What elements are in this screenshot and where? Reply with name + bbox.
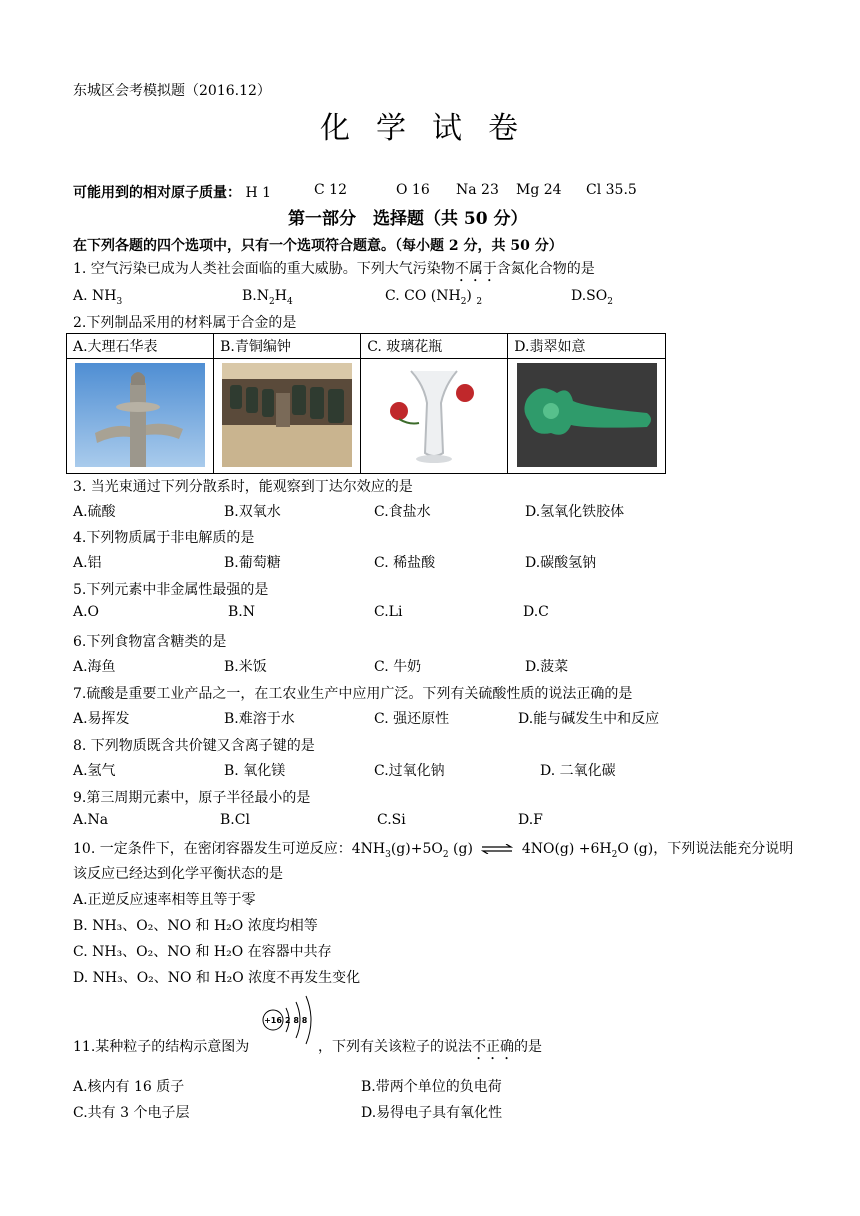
q8-option-c: C.过氧化钠 [374,763,445,779]
atomic-mass: Cl 35.5 [586,182,637,198]
q10-option-a: A.正逆反应速率相等且等于零 [73,892,256,908]
q8-option-b: B. 氧化镁 [224,763,286,779]
q11-option-d: D.易得电子具有氧化性 [361,1105,503,1121]
instruction: 在下列各题的四个选项中，只有一个选项符合题意。（每小题 2 分，共 50 分） [73,238,563,254]
equilibrium-arrow-icon [481,844,513,854]
q4-option-c: C. 稀盐酸 [374,555,436,571]
q11-stem-a: 11.某种粒子的结构示意图为 [73,1039,250,1055]
q11-option-b: B.带两个单位的负电荷 [361,1079,502,1095]
q4-stem: 4.下列物质属于非电解质的是 [73,530,255,546]
emphasis: 不属于 [454,261,497,277]
q1-option-b: $B.N_2H_4$ [242,288,293,307]
q10-stem: 10. 一定条件下，在密闭容器发生可逆反应：$4NH_3(g)+5O_2$ (g) $4NO(g) +6H_2O$ (g)，下列说法能充分说明 [73,841,794,860]
q8-stem: 8. 下列物质既含共价键又含离子键的是 [73,738,315,754]
q8-option-a: A.氢气 [73,763,116,779]
q2-option-d: D.翡翠如意 [508,334,666,359]
atomic-mass-label: 可能用到的相对原子质量： [73,185,241,201]
q2-option-c: C. 玻璃花瓶 [361,334,508,359]
atomic-mass: C 12 [314,182,347,198]
part-heading: 第一部分 选择题（共 50 分） [288,209,528,229]
q2-stem: 2.下列制品采用的材料属于合金的是 [73,315,297,331]
bronze-bells-photo [214,359,361,474]
q9-stem: 9.第三周期元素中，原子半径最小的是 [73,790,311,806]
atomic-mass: H 1 [245,185,272,201]
q6-option-c: C. 牛奶 [374,659,422,675]
atomic-mass: O 16 [396,182,430,198]
q10-stem-cont: 该反应已经达到化学平衡状态的是 [73,866,283,882]
q3-option-b: B.双氧水 [224,504,281,520]
q3-option-c: C.食盐水 [374,504,431,520]
q8-option-d: D. 二氧化碳 [540,763,616,779]
atomic-mass-line [73,182,271,202]
jade-ruyi-photo [508,359,666,474]
q6-option-a: A.海鱼 [73,659,116,675]
q5-option-c: C.Li [374,604,403,620]
q7-option-c: C. 强还原性 [374,711,450,727]
q10-option-d: D. NH₃、O₂、NO 和 H₂O 浓度不再发生变化 [73,970,361,986]
q3-option-d: D.氢氧化铁胶体 [525,504,625,520]
electron-shells: 2 8 8 [285,1016,308,1025]
q2-option-b: B.青铜编钟 [214,334,361,359]
q5-option-d: D.C [523,604,549,620]
q5-option-a: A.O [73,604,100,620]
exam-source: 东城区会考模拟题（2016.12） [73,83,271,99]
q1-stem: 1. 空气污染已成为人类社会面临的重大威胁。下列大气污染物不属于含氮化合物的是 [73,261,595,277]
q2-options-table [66,333,666,474]
q11-stem-b: ，下列有关该粒子的说法不正确的是 [318,1039,542,1055]
q3-stem: 3. 当光束通过下列分散系时，能观察到丁达尔效应的是 [73,479,413,495]
q7-option-b: B.难溶于水 [224,711,295,727]
marble-column-photo [67,359,214,474]
atomic-mass: Na 23 [456,182,499,198]
q6-option-d: D.菠菜 [525,659,569,675]
q11-option-c: C.共有 3 个电子层 [73,1105,190,1121]
q4-option-b: B.葡萄糖 [224,555,281,571]
q4-option-d: D.碳酸氢钠 [525,555,597,571]
q9-option-b: B.Cl [220,812,250,828]
q5-option-b: B.N [228,604,255,620]
glass-vase-photo [361,359,508,474]
atomic-mass: Mg 24 [516,182,562,198]
q1-option-a: A. $NH_3$ [73,288,123,307]
page-title: 化学试卷 [320,111,544,146]
q10-option-c: C. NH₃、O₂、NO 和 H₂O 在容器中共存 [73,944,332,960]
q7-stem: 7.硫酸是重要工业产品之一，在工农业生产中应用广泛。下列有关硫酸性质的说法正确的是 [73,686,633,702]
q4-option-a: A.铝 [73,555,102,571]
nucleus-charge: +16 [264,1016,282,1025]
q7-option-a: A.易挥发 [73,711,130,727]
q11-option-a: A.核内有 16 质子 [73,1079,185,1095]
atom-structure-diagram [258,990,322,1052]
q6-stem: 6.下列食物富含糖类的是 [73,634,227,650]
q7-option-d: D.能与碱发生中和反应 [518,711,660,727]
q2-option-a: A.大理石华表 [67,334,214,359]
q9-option-d: D.F [518,812,543,828]
q9-option-c: C.Si [377,812,406,828]
q5-stem: 5.下列元素中非金属性最强的是 [73,582,269,598]
q1-option-d: $D.SO_2$ [571,288,613,307]
q1-option-c: C. CO $(NH_2)$ $_2$ [385,288,483,307]
q3-option-a: A.硫酸 [73,504,116,520]
emphasis: 不正确 [472,1039,514,1055]
q6-option-b: B.米饭 [224,659,267,675]
q10-option-b: B. NH₃、O₂、NO 和 H₂O 浓度均相等 [73,918,318,934]
q9-option-a: A.Na [73,812,109,828]
